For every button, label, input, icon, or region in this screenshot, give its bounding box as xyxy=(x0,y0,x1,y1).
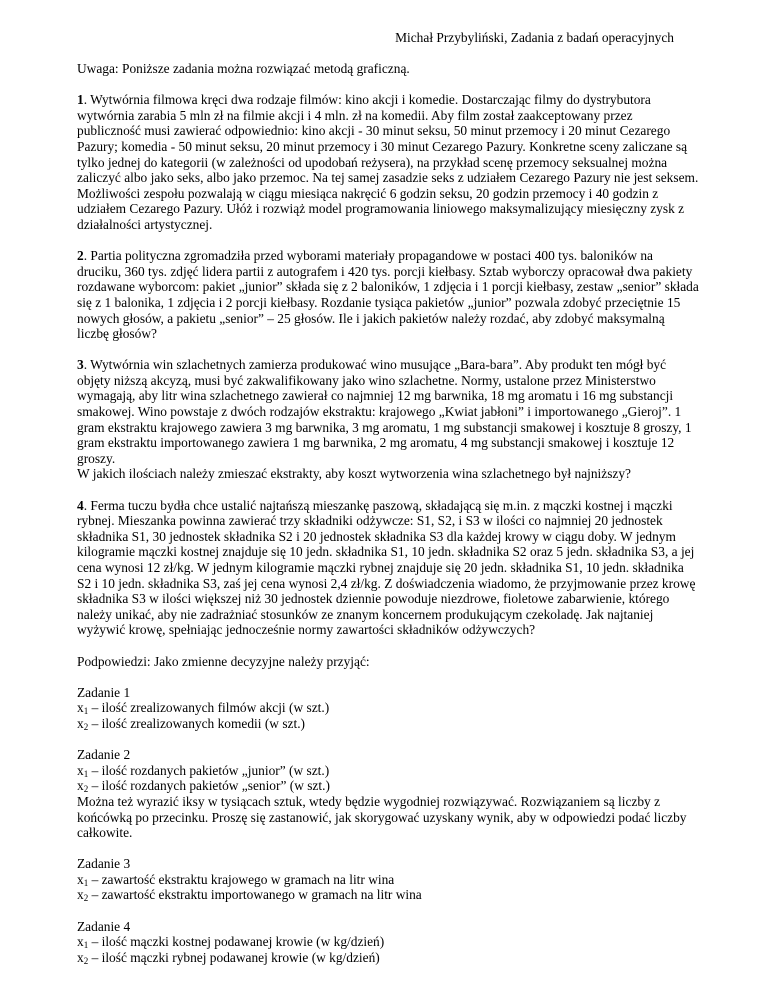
hint-extra: Można też wyrazić iksy w tysiącach sztuk, wtedy będzie wygodniej rozwiązywać. Rozwiązaniem są liczby z końcówką po przecinku. Proszę się zastanowić, jak skorygować uzyskany wynik, aby w odpowiedzi podać liczby całkowite. xyxy=(77,793,687,841)
var-x2: $x_2$ xyxy=(77,949,89,966)
hint-2 xyxy=(77,747,699,841)
var-x1: $x_1$ xyxy=(77,871,89,888)
page-header: Michał Przybyliński, Zadania z badań operacyjnych xyxy=(395,30,674,45)
hint-title: Zadanie 4 xyxy=(77,918,131,934)
problem-question: W jakich ilościach należy zmieszać ekstrakty, aby koszt wytworzenia wina szlachetnego był najniższy? xyxy=(77,466,632,482)
hint-title: Zadanie 2 xyxy=(77,747,131,763)
var-x2: $x_2$ xyxy=(77,887,89,904)
problem-text: . Wytwórnia filmowa kręci dwa rodzaje filmów: kino akcji i komedie. Dostarczając filmy do dystrybutora wytwórnia zarabia 5 mln zł na filmie akcji i 4 mln. zł na komedii. Aby film został zaakceptowany przez publiczność musi zawierać odpowiednio: kino akcji - 30 minut seksu, 50 minut przemocy i 20 minut Cezarego Pazury; komedia - 50 minut seksu, 20 minut przemocy i 30 minut Cezarego Pazury. Konkretne sceny zaliczane są tylko jednej do kategorii (w zależności od upodobań reżysera), na przykład scenę przemocy seksualnej można zaliczyć albo jako seks, albo jako przemoc. Na tej samej zasadzie seks z udziałem Cezarego Pazury nie jest seksem. Możliwości zespołu pozwalają w ciągu miesiąca nakręcić 6 godzin seksu, 20 godzin przemocy i 40 godzin z udziałem Cezarego Pazury. Ułóż i rozwiąż model programowania liniowego maksymalizujący miesięczny zysk z działalności artystycznej. xyxy=(77,92,699,232)
var-x1: $x_1$ xyxy=(77,700,89,717)
hints-intro: Podpowiedzi: Jako zmienne decyzyjne należy przyjąć: xyxy=(77,653,370,669)
hint-title: Zadanie 3 xyxy=(77,856,131,872)
hint-x1: – ilość rozdanych pakietów „junior” (w szt.) xyxy=(91,762,330,778)
problem-text: . Wytwórnia win szlachetnych zamierza produkować wino musujące „Bara-bara”. Aby produkt ten mógł być objęty niższą akcyzą, musi być zakwalifikowany jako wino szlachetne. Normy, ustalone przez Ministerstwo wymagają, aby litr wina szlachetnego zawierał co najmniej 12 mg barwnika, 18 mg aromatu i 16 mg substancji smakowej. Wino powstaje z dwóch rodzajów ekstraktu: krajowego „Kwiat jabłoni” i importowanego „Gieroj”. 1 gram ekstraktu krajowego zawiera 3 mg barwnika, 3 mg aromatu, 1 mg substancji smakowej i kosztuje 8 groszy, 1 gram ekstraktu importowanego zawiera 1 mg barwnika, 2 mg aromatu, 4 mg substancji smakowej i kosztuje 12 groszy. xyxy=(77,357,692,466)
hint-x2: – ilość rozdanych pakietów „senior” (w szt.) xyxy=(91,778,330,794)
problem-number: 3 xyxy=(77,357,84,373)
problem-1 xyxy=(77,92,699,232)
hint-title: Zadanie 1 xyxy=(77,684,131,700)
var-x2: $x_2$ xyxy=(77,778,89,795)
hint-3 xyxy=(77,856,699,903)
hint-x2: – ilość mączki rybnej podawanej krowie (w kg/dzień) xyxy=(91,949,380,965)
problem-text: . Ferma tuczu bydła chce ustalić najtańszą mieszankę paszową, składającą się m.in. z mączki kostnej i mączki rybnej. Mieszanka powinna zawierać trzy składniki odżywcze: S1, S2, i S3 w ilości co najmniej 20 jednostek składnika S1, 30 jednostek składnika S2 i 20 jednostek składnika S3 dla każdej krowy w ciągu doby. W jednym kilogramie mączki kostnej znajduje się 10 jedn. składnika S1, 10 jedn. składnika S2 oraz 5 jedn. składnika S3, a jej cena wynosi 12 zł/kg. W jednym kilogramie mączki rybnej znajduje się 20 jedn. składnika S1, 10 jedn. składnika S2 i 10 jedn. składnika S3, zaś jej cena wynosi 2,4 zł/kg. Z doświadczenia wiadomo, że przyjmowanie przez krowę składnika S3 w ilości większej niż 30 jednostek dziennie powoduje niezdrowe, fioletowe zabarwienie, którego należy unikać, aby nie zadrażniać stosunków ze znanym koncernem produkującym czekoladę. Jak najtaniej wyżywić krowę, spełniając jednocześnie normy zawartości składników odżywczych? xyxy=(77,497,696,638)
problem-number: 4 xyxy=(77,497,84,513)
problem-number: 2 xyxy=(77,248,84,264)
problem-4 xyxy=(77,498,699,638)
var-x1: $x_1$ xyxy=(77,934,89,951)
hint-x1: – zawartość ekstraktu krajowego w gramach na litr wina xyxy=(91,871,395,887)
problem-3 xyxy=(77,357,699,482)
problem-number: 1 xyxy=(77,92,84,108)
problem-text: . Partia polityczna zgromadziła przed wyborami materiały propagandowe w postaci 400 tys. baloników na druciku, 360 tys. zdjęć lidera partii z autografem i 420 tys. porcji kiełbasy. Sztab wyborczy opracował dwa pakiety rozdawane wyborcom: pakiet „junior” składa się z 2 baloników, 1 zdjęcia i 1 porcji kiełbasy, zestaw „senior” składa się z 1 balonika, 1 zdjęcia i 2 porcji kiełbasy. Rozdanie tysiąca pakietów „junior” pozwala zdobyć przeciętnie 15 nowych głosów, a pakietu „senior” – 25 głosów. Ile i jakich pakietów należy rozdać, aby zdobyć maksymalną liczbę głosów? xyxy=(77,248,699,342)
hint-x2: – zawartość ekstraktu importowanego w gramach na litr wina xyxy=(91,887,422,903)
var-x2: $x_2$ xyxy=(77,715,89,732)
note: Uwaga: Poniższe zadania można rozwiązać metodą graficzną. xyxy=(77,61,410,76)
hint-x1: – ilość mączki kostnej podawanej krowie (w kg/dzień) xyxy=(91,934,385,950)
document-body xyxy=(77,61,699,981)
var-x1: $x_1$ xyxy=(77,762,89,779)
hint-x1: – ilość zrealizowanych filmów akcji (w szt.) xyxy=(91,700,330,716)
hint-1 xyxy=(77,685,699,732)
hint-4 xyxy=(77,919,699,966)
hint-x2: – ilość zrealizowanych komedii (w szt.) xyxy=(91,715,305,731)
problem-2 xyxy=(77,248,699,342)
